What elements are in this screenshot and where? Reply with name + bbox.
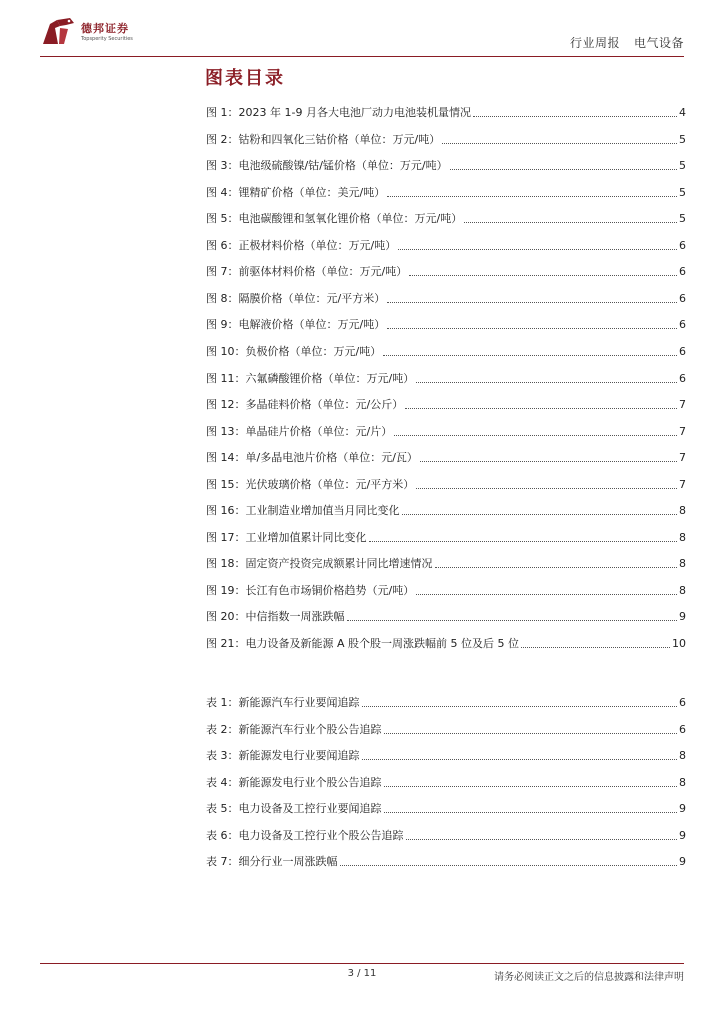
entry-page-number: 6 bbox=[679, 291, 686, 305]
entry-page-number: 8 bbox=[679, 557, 686, 571]
figure-entry[interactable] bbox=[206, 608, 686, 624]
entry-page-number: 9 bbox=[679, 610, 686, 624]
entry-label: 图 2：钴粉和四氧化三钴价格（单位：万元/吨） bbox=[206, 132, 441, 146]
entry-label: 图 12：多晶硅料价格（单位：元/公斤） bbox=[206, 398, 404, 412]
figure-entry[interactable] bbox=[206, 449, 686, 465]
figure-entry[interactable] bbox=[206, 555, 686, 571]
figure-entry[interactable] bbox=[206, 157, 686, 173]
entry-label: 图 10：负极价格（单位：万元/吨） bbox=[206, 344, 382, 358]
entry-page-number: 10 bbox=[672, 637, 686, 650]
toc-title: 图表目录 bbox=[205, 68, 285, 89]
dot-leader bbox=[384, 733, 678, 734]
entry-page-number: 5 bbox=[679, 132, 686, 146]
dot-leader bbox=[383, 355, 677, 356]
figure-entry[interactable] bbox=[206, 343, 686, 359]
dot-leader bbox=[384, 786, 678, 787]
entry-label: 图 5：电池碳酸锂和氢氧化锂价格（单位：万元/吨） bbox=[206, 212, 463, 226]
entry-label: 图 15：光伏玻璃价格（单位：元/平方米） bbox=[206, 477, 415, 491]
table-entry[interactable] bbox=[206, 853, 686, 869]
entry-page-number: 8 bbox=[679, 530, 686, 544]
entry-label: 图 1：2023 年 1-9 月各大电池厂动力电池装机量情况 bbox=[206, 106, 471, 119]
dot-leader bbox=[384, 812, 678, 813]
entry-page-number: 6 bbox=[679, 696, 686, 709]
dot-leader bbox=[394, 435, 677, 436]
figure-entry[interactable] bbox=[206, 423, 686, 439]
dot-leader bbox=[387, 302, 677, 303]
dot-leader bbox=[387, 196, 677, 197]
figure-entry[interactable] bbox=[206, 263, 686, 279]
dot-leader bbox=[420, 461, 677, 462]
entry-label: 图 17：工业增加值累计同比变化 bbox=[206, 530, 367, 544]
table-entry[interactable] bbox=[206, 694, 686, 710]
entry-label: 表 1：新能源汽车行业要闻追踪 bbox=[206, 696, 360, 709]
figure-entry[interactable] bbox=[206, 396, 686, 412]
dot-leader bbox=[406, 839, 678, 840]
entry-label: 表 2：新能源汽车行业个股公告追踪 bbox=[206, 722, 382, 736]
dot-leader bbox=[409, 275, 677, 276]
dot-leader bbox=[402, 514, 678, 515]
page-header bbox=[0, 0, 724, 58]
entry-label: 图 13：单晶硅片价格（单位：元/片） bbox=[206, 424, 393, 438]
report-category bbox=[570, 34, 684, 51]
entry-page-number: 6 bbox=[679, 371, 686, 385]
entry-page-number: 6 bbox=[679, 344, 686, 358]
entry-label: 图 7：前驱体材料价格（单位：万元/吨） bbox=[206, 265, 408, 279]
dot-leader bbox=[340, 865, 678, 866]
entry-label: 表 6：电力设备及工控行业个股公告追踪 bbox=[206, 828, 404, 842]
entry-label: 表 5：电力设备及工控行业要闻追踪 bbox=[206, 802, 382, 815]
table-entry[interactable] bbox=[206, 800, 686, 816]
company-logo bbox=[40, 14, 133, 50]
entry-page-number: 5 bbox=[679, 212, 686, 226]
figure-entry[interactable] bbox=[206, 529, 686, 545]
figure-entry[interactable] bbox=[206, 184, 686, 200]
entry-page-number: 7 bbox=[679, 451, 686, 465]
entry-page-number: 7 bbox=[679, 477, 686, 491]
dot-leader bbox=[347, 620, 678, 621]
report-type: 行业周报 bbox=[569, 36, 620, 50]
footer-divider bbox=[40, 963, 684, 964]
entry-page-number: 8 bbox=[679, 504, 686, 518]
legal-disclaimer: 请务必阅读正文之后的信息披露和法律声明 bbox=[494, 972, 684, 983]
figure-entry[interactable] bbox=[206, 290, 686, 306]
page-number: 3 / 11 bbox=[347, 968, 377, 979]
dot-leader bbox=[369, 541, 678, 542]
dot-leader bbox=[416, 488, 677, 489]
entry-page-number: 9 bbox=[679, 828, 686, 842]
entry-label: 图 14：单/多晶电池片价格（单位：元/瓦） bbox=[206, 451, 418, 465]
entry-label: 图 3：电池级硫酸镍/钴/锰价格（单位：万元/吨） bbox=[206, 159, 448, 173]
dot-leader bbox=[464, 222, 677, 223]
figure-entry[interactable] bbox=[206, 210, 686, 226]
entry-label: 图 6：正极材料价格（单位：万元/吨） bbox=[206, 238, 397, 252]
figure-entry[interactable] bbox=[206, 635, 686, 651]
dot-leader bbox=[416, 594, 677, 595]
dot-leader bbox=[398, 249, 677, 250]
entry-page-number: 9 bbox=[679, 802, 686, 815]
entry-page-number: 9 bbox=[679, 855, 686, 868]
dot-leader bbox=[442, 143, 677, 144]
dot-leader bbox=[450, 169, 677, 170]
entry-label: 表 7：细分行业一周涨跌幅 bbox=[206, 855, 338, 868]
entry-page-number: 7 bbox=[679, 398, 686, 412]
figure-entry[interactable] bbox=[206, 370, 686, 386]
dot-leader bbox=[473, 116, 677, 117]
entry-label: 图 18：固定资产投资完成额累计同比增速情况 bbox=[206, 557, 433, 571]
figure-entry[interactable] bbox=[206, 237, 686, 253]
figure-entry[interactable] bbox=[206, 131, 686, 147]
report-sector: 电气设备 bbox=[633, 36, 684, 50]
entry-label: 图 16：工业制造业增加值当月同比变化 bbox=[206, 504, 400, 518]
entry-page-number: 6 bbox=[679, 265, 686, 279]
logo-icon bbox=[40, 14, 78, 50]
entry-page-number: 4 bbox=[679, 106, 686, 119]
entry-label: 图 21：电力设备及新能源 A 股个股一周涨跌幅前 5 位及后 5 位 bbox=[206, 637, 519, 650]
entry-label: 图 8：隔膜价格（单位：元/平方米） bbox=[206, 291, 386, 305]
dot-leader bbox=[405, 408, 677, 409]
entry-page-number: 8 bbox=[679, 583, 686, 597]
entry-page-number: 8 bbox=[679, 775, 686, 789]
logo-name: 德邦证券 bbox=[81, 21, 129, 35]
dot-leader bbox=[521, 647, 670, 648]
entry-page-number: 8 bbox=[679, 749, 686, 762]
dot-leader bbox=[387, 328, 677, 329]
entry-page-number: 5 bbox=[679, 159, 686, 173]
entry-label: 表 4：新能源发电行业个股公告追踪 bbox=[206, 775, 382, 789]
table-entry[interactable] bbox=[206, 747, 686, 763]
header-divider bbox=[40, 56, 684, 57]
entry-label: 图 19：长江有色市场铜价格趋势（元/吨） bbox=[206, 583, 415, 597]
entry-label: 图 9：电解液价格（单位：万元/吨） bbox=[206, 318, 386, 332]
dot-leader bbox=[362, 759, 678, 760]
entry-page-number: 6 bbox=[679, 722, 686, 736]
figure-entry[interactable] bbox=[206, 502, 686, 518]
figure-entry[interactable] bbox=[206, 316, 686, 332]
entry-page-number: 6 bbox=[679, 238, 686, 252]
figure-entry[interactable] bbox=[206, 104, 686, 120]
entry-page-number: 5 bbox=[679, 185, 686, 199]
table-entry[interactable] bbox=[206, 721, 686, 737]
entry-label: 表 3：新能源发电行业要闻追踪 bbox=[206, 749, 360, 762]
entry-label: 图 11：六氟磷酸锂价格（单位：万元/吨） bbox=[206, 371, 415, 385]
entry-page-number: 6 bbox=[679, 318, 686, 332]
figure-entry[interactable] bbox=[206, 476, 686, 492]
dot-leader bbox=[416, 382, 677, 383]
dot-leader bbox=[435, 567, 678, 568]
table-entry[interactable] bbox=[206, 774, 686, 790]
figure-entry[interactable] bbox=[206, 582, 686, 598]
entry-label: 图 20：中信指数一周涨跌幅 bbox=[206, 610, 345, 624]
entry-page-number: 7 bbox=[679, 424, 686, 438]
entry-label: 图 4：锂精矿价格（单位：美元/吨） bbox=[206, 185, 386, 199]
logo-english-name: Topsperity Securities bbox=[81, 35, 133, 42]
dot-leader bbox=[362, 706, 678, 707]
table-entry[interactable] bbox=[206, 827, 686, 843]
